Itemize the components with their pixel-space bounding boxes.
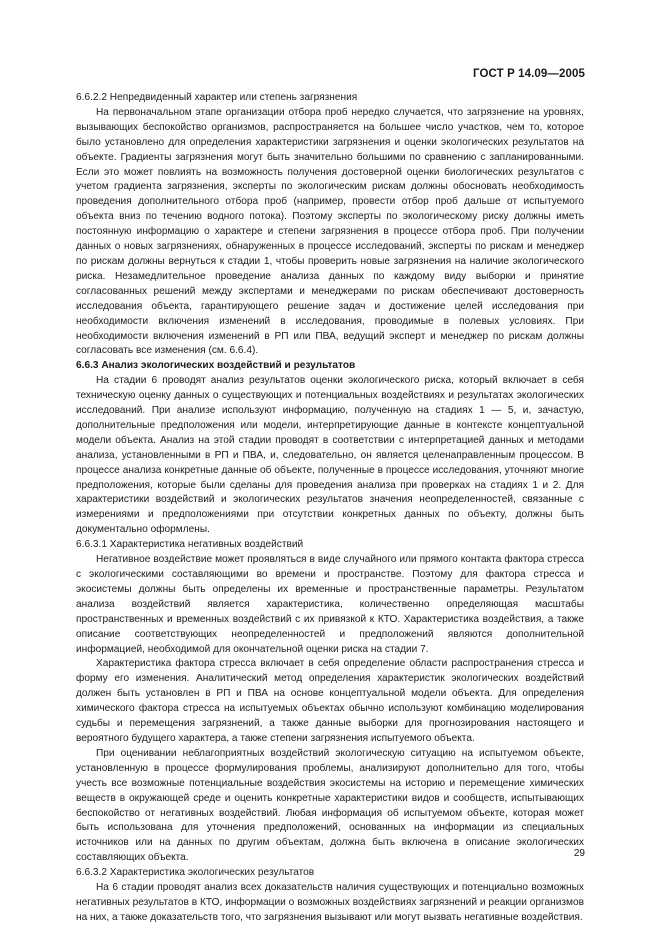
subsection-heading-6-6-2-2: 6.6.2.2 Непредвиденный характер или степень загрязнения (76, 92, 358, 103)
document-body (76, 91, 584, 926)
subsection-heading-6-6-3-2: 6.6.3.2 Характеристика экологических результатов (76, 867, 315, 879)
paragraph: Негативное воздействие может проявляться в виде случайного или прямого контакта фактора стресса с экологическими составляющими во времени и пространстве. Поэтому для фактора стресса и экосистемы должны быть определены их временные и пространственные параметры. Результатом анализа воздействий является характеристика, количественно определяющая масштабы пространственных и временных воздействий с их привязкой к КТО. Характеристика воздействия, а также описание соответствующих неопределенностей и предположений являются дополнительной информацией, необходимой для окончательной оценки риска на стадии 7. (76, 554, 584, 655)
paragraph: При оценивании неблагоприятных воздействий экологическую ситуацию на испытуемом объекте, установленную в процессе формулирования проблемы, анализируют дополнительно для того, чтобы учесть все возможные потенциальные воздействия экосистемы на историю и перемещение химических веществ в окружающей среде и оценить конкретные характеристики видов и сообществ, испытывающих беспокойство от негативных воздействий. Любая информация об испытуемом объекте, которая может быть использована для уточнения предположений, основанных на информации из специальных источников или на данных по другим объектам, должна быть включена в описание экологических составляющих объекта. (76, 747, 584, 864)
paragraph: Характеристика фактора стресса включает в себя определение области распространения стресса и форму его изменения. Аналитический метод определения характеристик экологических воздействий должен быть установлен в РП и ПВА на основе концептуальной модели объекта. Для определения химического фактора стресса на испытуемых объектах обычно используют комбинацию моделирования судьбы и перемещения загрязнений, а также данные выборки для прогнозирования настоящего и вероятного будущего характера, а также степени загрязнения испытуемого объекта. (76, 658, 584, 744)
paragraph: На первоначальном этапе организации отбора проб нередко случается, что загрязнение на уровнях, вызывающих беспокойство организмов, распространяется на большее число участков, чем то, которое было установлено для определения характеристики загрязнения и оценки экологических результатов на объекте. Градиенты загрязнения могут быть значительно большими по сравнению с запланированными. Если это может повлиять на возможность получения достоверной оценки биологических результатов с учетом градиента загрязнения, эксперты по экологическим рискам должны обосновать необходимость проведения дополнительного отбора проб (например, провести отбор проб дальше от испытуемого объекта вниз по течению водного потока). Поэтому эксперты по экологическому риску должны иметь постоянную информацию о характере и степени загрязнения в процессе отбора проб. При получении данных о новых загрязнениях, обнаруженных в процессе исследований, эксперты по рискам и менеджер по рискам должны вернуться к стадии 1, чтобы проверить новые загрязнения на наличие экологического риска. Незамедлительное проведение анализа данных по каждому виду выборки и принятие согласованных решений между экспертами и менеджерами по рискам обеспечивают достоверность исследования объекта, гарантирующего решение задач и достижение целей исследования при необходимости включения изменений в исследования, проводимые в полевых условиях. При необходимости включения изменений в РП или ПВА, ведущий эксперт и менеджер по рискам должны согласовать все изменения (см. 6.6.4). (76, 106, 584, 357)
paragraph: На стадии 6 проводят анализ результатов оценки экологического риска, который включает в себя техническую оценку данных о существующих и потенциальных воздействиях и результатах экологических исследований. При анализе используют информацию, полученную на стадиях 1 — 5, и, зачастую, дополнительные предположения или модели, интерпретирующие данные в контексте концептуальной модели объекта. Анализ на этой стадии проводят в соответствии с интерпретацией данных и методами анализа, установленными в РП и ПВА, и, следовательно, он является целенаправленным процессом. В процессе анализа конкретные данные об объекте, полученные в процессе исследования, уточняют многие предположения, которые были сделаны для проведения анализа при проверках на стадиях 1 и 2. Для характеристики воздействий и экологических результатов значения неопределенностей, связанные с измерениями и предположениями при отсутствии конкретных данных по объекту, должны быть документально оформлены. (76, 375, 584, 536)
document-code: ГОСТ Р 14.09—2005 (473, 68, 585, 80)
paragraph: На 6 стадии проводят анализ всех доказательств наличия существующих и потенциально возможных негативных результатов в КТО, информации о возможных воздействиях загрязнений и реакции организмов на них, а также доказательств того, что загрязнения вызывают или могут вызвать негативные воздействия. (76, 882, 584, 923)
subsection-heading-6-6-3-1: 6.6.3.1 Характеристика негативных воздействий (76, 539, 304, 551)
page-number: 29 (573, 848, 585, 859)
section-heading-6-6-3: 6.6.3 Анализ экологических воздействий и результатов (76, 360, 356, 372)
